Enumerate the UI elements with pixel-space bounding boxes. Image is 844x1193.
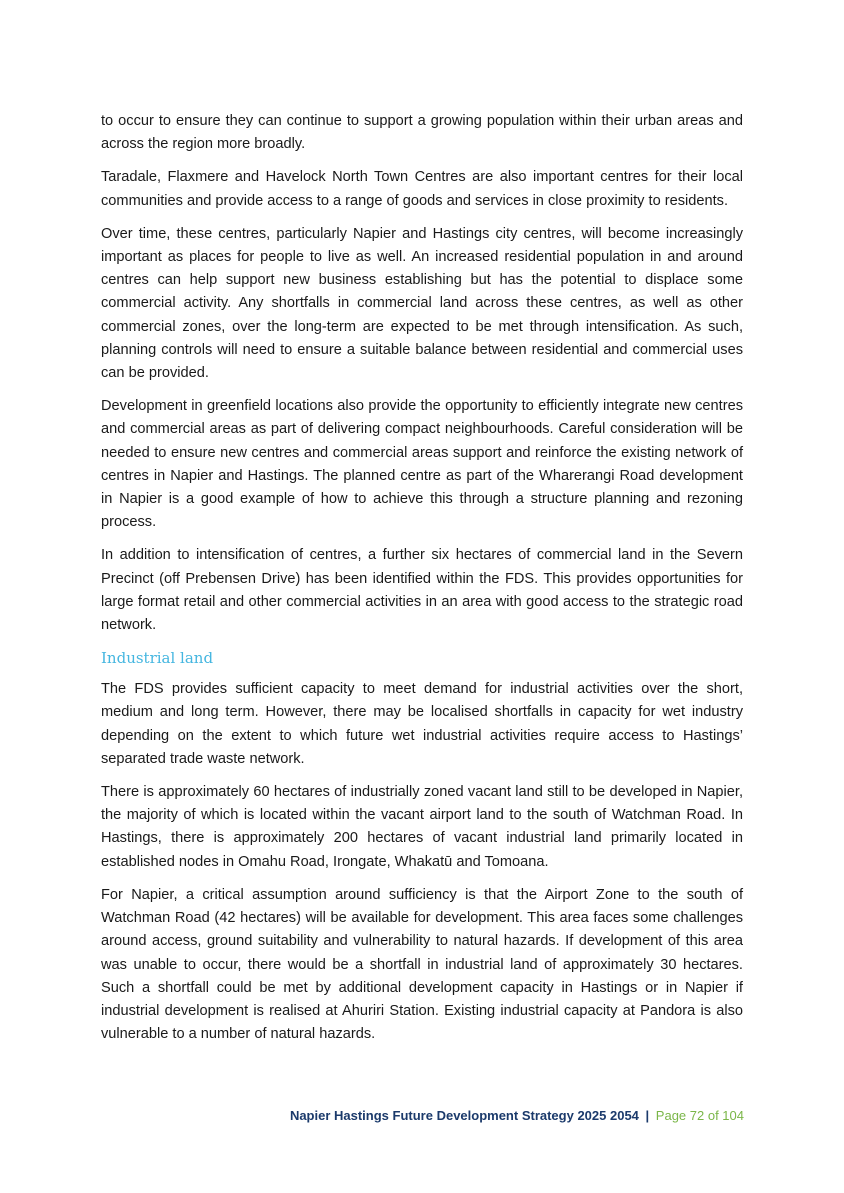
page-footer: [290, 1107, 744, 1125]
industrial-paragraph-3: For Napier, a critical assumption around sufficiency is that the Airport Zone to the south of Watchman Road (42 hectares) will be available for development. This area faces some challenges around access, ground suitability and vulnerability to natural hazards. If development of this area was unable to occur, there would be a shortfall in industrial land of approximately 30 hectares. Such a shortfall could be met by additional development capacity in Hastings or in Napier if industrial development is realised at Ahuriri Station. Existing industrial capacity at Pandora is also vulnerable to a number of natural hazards.: [101, 886, 743, 1043]
body-paragraph-2: Taradale, Flaxmere and Havelock North Town Centres are also important centres for their local communities and provide access to a range of goods and services in close proximity to residents.: [101, 169, 743, 209]
body-paragraph-3: Over time, these centres, particularly Napier and Hastings city centres, will become increasingly important as places for people to live as well. An increased residential population in and around centres can help support new business establishing but has the potential to displace some commercial activity. Any shortfalls in commercial land across these centres, as well as other commercial zones, over the long-term are expected to be met through intensification. As such, planning controls will need to ensure a suitable balance between residential and commercial uses can be provided.: [101, 225, 743, 382]
footer-page-number: Page 72 of 104: [655, 1108, 744, 1123]
body-paragraph-5: In addition to intensification of centres, a further six hectares of commercial land in the Severn Precinct (off Prebensen Drive) has been identified within the FDS. This provides opportunities for large format retail and other commercial activities in an area with good access to the strategic road network.: [101, 547, 743, 634]
section-heading-industrial-land: Industrial land: [101, 649, 214, 668]
industrial-paragraph-1: The FDS provides sufficient capacity to meet demand for industrial activities over the short, medium and long term. However, there may be localised shortfalls in capacity for wet industry depending on the extent to which future wet industrial activities require access to Hastings’ separated trade waste network.: [101, 681, 743, 767]
body-paragraph-4: Development in greenfield locations also provide the opportunity to efficiently integrate new centres and commercial areas as part of delivering compact neighbourhoods. Careful consideration will be needed to ensure new centres and commercial areas support and reinforce the existing network of centres in Napier and Hastings. The planned centre as part of the Wharerangi Road development in Napier is a good example of how to achieve this through a structure planning and rezoning process.: [101, 398, 743, 531]
page-body: [101, 110, 743, 1056]
footer-document-title: Napier Hastings Future Development Strategy 2025 2054: [289, 1108, 639, 1123]
body-paragraph-1: to occur to ensure they can continue to support a growing population within their urban areas and across the region more broadly.: [101, 113, 743, 153]
industrial-paragraph-2: There is approximately 60 hectares of industrially zoned vacant land still to be developed in Napier, the majority of which is located within the vacant airport land to the south of Watchman Road. In Hastings, there is approximately 200 hectares of vacant industrial land primarily located in established nodes in Omahu Road, Irongate, Whakatū and Tomoana.: [101, 784, 743, 870]
footer-separator: |: [645, 1108, 650, 1123]
